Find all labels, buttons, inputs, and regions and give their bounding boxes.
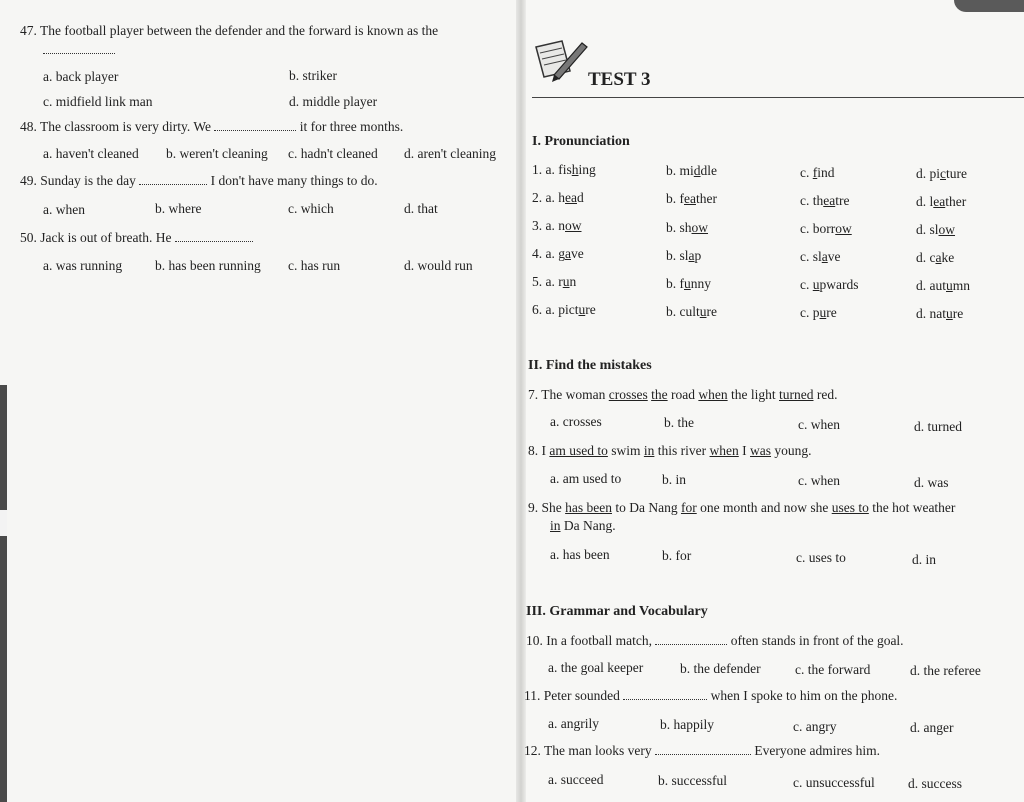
pron-1-a-u: h <box>571 162 579 177</box>
pron-1-b-post: dle <box>700 163 718 178</box>
question-48-stem <box>20 119 403 135</box>
option-12-b: b. successful <box>658 773 727 788</box>
q8-p4: I <box>738 443 751 458</box>
pron-4-c-pre: c. sl <box>800 249 822 264</box>
q7-p3: road <box>667 387 699 402</box>
question-7-stem <box>528 387 838 403</box>
pron-3-a <box>532 218 582 234</box>
pron-4-b-u: a <box>688 248 695 263</box>
section-find-mistakes: II. Find the mistakes <box>528 358 652 373</box>
question-11-stem <box>524 688 897 704</box>
option-11-b: b. happily <box>660 717 714 732</box>
pron-1-a-post: ing <box>578 162 596 177</box>
pron-1-d-u: c <box>940 166 947 181</box>
question-50-stem-pre: 50. Jack is out of breath. He <box>20 230 172 245</box>
pron-1-a <box>532 162 596 178</box>
pron-6-b-pre: b. cult <box>666 304 700 319</box>
option-7-c: c. when <box>798 417 840 432</box>
q11-pre: 11. Peter sounded <box>524 688 620 703</box>
pron-6-a-pre: pict <box>558 302 579 317</box>
page-edge-notch <box>0 510 7 536</box>
pron-1-c <box>800 165 835 181</box>
q12-post: Everyone admires him. <box>754 743 880 758</box>
corner-shadow <box>954 0 1024 12</box>
pron-1-num: 1. a. <box>532 162 555 177</box>
option-8-b: b. in <box>662 472 687 487</box>
page-edge <box>0 385 7 802</box>
q8-p2: swim <box>607 443 644 458</box>
question-9-stem-line1 <box>528 500 955 516</box>
question-48-stem-pre: 48. The classroom is very dirty. We <box>20 119 212 134</box>
q7-p5: red. <box>813 387 838 402</box>
q9-u4: in <box>550 518 561 533</box>
q7-u3: when <box>698 387 728 402</box>
pron-1-b-pre: b. mi <box>666 163 694 178</box>
q9-p3: one month and now she <box>696 500 832 515</box>
option-48-a: a. haven't cleaned <box>43 146 139 161</box>
pron-4-c <box>800 249 841 265</box>
pron-5-d-u: u <box>946 278 953 293</box>
q7-u4: turned <box>779 387 814 402</box>
pron-3-b-u: ow <box>691 220 709 235</box>
q8-u2: in <box>643 443 655 458</box>
option-8-c: c. when <box>798 473 840 488</box>
pron-6-c-u: u <box>819 305 827 320</box>
section-grammar-vocabulary: III. Grammar and Vocabulary <box>526 604 708 619</box>
pron-5-b-post: nny <box>690 276 711 291</box>
q8-u3: when <box>709 443 739 458</box>
q8-p3: this river <box>654 443 710 458</box>
pron-5-d <box>916 278 970 294</box>
pron-2-b-u: ea <box>684 191 696 206</box>
option-10-d: d. the referee <box>910 663 981 678</box>
option-50-d: d. would run <box>404 258 473 273</box>
test-title: TEST 3 <box>588 69 651 90</box>
option-7-d: d. turned <box>914 419 962 434</box>
option-12-c: c. unsuccessful <box>793 775 875 790</box>
pron-3-c-u: ow <box>835 221 852 236</box>
pron-4-d-pre: d. c <box>916 250 936 265</box>
question-10-stem <box>526 633 904 649</box>
q7-p4: the light <box>727 387 779 402</box>
question-47-stem: 47. The football player between the defender and the forward is known as the <box>20 23 439 38</box>
option-11-d: d. anger <box>910 720 954 735</box>
question-8-stem <box>528 443 812 459</box>
pron-2-num: 2. a. <box>532 190 555 205</box>
option-48-b: b. weren't cleaning <box>166 146 268 161</box>
pron-1-c-u: f <box>812 165 818 180</box>
pron-5-d-pre: d. aut <box>916 278 946 293</box>
q10-post: often stands in front of the goal. <box>730 633 904 648</box>
pron-1-c-post: ind <box>817 165 835 180</box>
q9-u3: uses to <box>831 500 869 515</box>
option-49-a: a. when <box>43 202 85 217</box>
pron-4-b-pre: b. sl <box>666 248 689 263</box>
pron-2-d-u: ea <box>933 194 946 209</box>
pron-5-a-u: u <box>562 274 570 289</box>
option-12-d: d. success <box>908 776 962 791</box>
pron-4-c-post: ve <box>827 249 841 264</box>
q7-u1: crosses <box>608 387 648 402</box>
pron-2-a <box>532 190 584 206</box>
question-48-stem-post: it for three months. <box>299 119 404 134</box>
pron-6-c <box>800 305 837 321</box>
pron-6-b <box>666 304 717 320</box>
q8-u4: was <box>750 443 772 458</box>
pron-4-a <box>532 246 584 262</box>
option-9-c: c. uses to <box>796 550 846 565</box>
pron-3-a-u: ow <box>565 218 582 233</box>
title-divider <box>532 97 1024 98</box>
pron-2-b-post: ther <box>695 191 717 206</box>
q9-u1: has been <box>565 500 612 515</box>
option-11-a: a. angrily <box>548 716 599 731</box>
option-47-b: b. striker <box>289 68 337 83</box>
pron-3-a-pre: n <box>558 218 565 233</box>
option-9-a: a. has been <box>550 547 610 562</box>
pron-2-d-pre: d. l <box>916 194 934 209</box>
q12-pre: 12. The man looks very <box>524 743 652 758</box>
option-47-d: d. middle player <box>289 94 378 109</box>
option-10-b: b. the defender <box>680 661 761 676</box>
option-49-d: d. that <box>404 201 438 216</box>
pron-5-c <box>800 277 859 293</box>
pron-4-a-post: ve <box>571 246 584 261</box>
option-48-d: d. aren't cleaning <box>404 146 497 161</box>
pron-1-c-pre: c. <box>800 165 813 180</box>
pron-2-c <box>800 193 849 209</box>
pron-4-d-u: a <box>935 250 942 265</box>
question-12-stem <box>524 743 880 759</box>
pron-5-num: 5. a. <box>532 274 555 289</box>
section-pronunciation: I. Pronunciation <box>532 134 630 149</box>
pron-6-a <box>532 302 596 318</box>
pron-3-d <box>916 222 955 238</box>
option-48-c: c. hadn't cleaned <box>288 146 378 161</box>
option-8-d: d. was <box>914 475 949 490</box>
pron-6-d-pre: d. nat <box>916 306 946 321</box>
pron-2-a-u: ea <box>565 190 577 205</box>
pron-5-b <box>666 276 711 292</box>
pron-6-d <box>916 306 963 322</box>
q9-p2: to Da Nang <box>611 500 681 515</box>
pron-5-c-pre: c. <box>800 277 813 292</box>
pron-1-a-pre: fis <box>558 162 572 177</box>
pron-6-a-post: re <box>585 302 596 317</box>
option-10-a: a. the goal keeper <box>548 660 644 675</box>
pron-1-d-post: ture <box>946 166 968 181</box>
question-49-stem-pre: 49. Sunday is the day <box>20 173 136 188</box>
pron-1-b <box>666 163 717 179</box>
pron-2-b-pre: b. f <box>666 191 684 206</box>
pron-6-c-post: re <box>826 305 837 320</box>
pron-6-a-u: u <box>578 302 586 317</box>
pron-5-a-post: n <box>569 274 577 289</box>
pron-4-a-pre: g <box>558 246 565 261</box>
pron-2-c-u: ea <box>823 193 836 208</box>
q11-post: when I spoke to him on the phone. <box>710 688 898 703</box>
pron-2-c-post: tre <box>835 193 850 208</box>
book-gutter <box>516 0 526 802</box>
option-49-c: c. which <box>288 201 334 216</box>
pron-1-d <box>916 166 967 182</box>
pron-3-b-pre: b. sh <box>666 220 692 235</box>
pron-4-a-u: a <box>565 246 571 261</box>
option-50-a: a. was running <box>43 258 123 273</box>
pron-5-b-pre: b. f <box>666 276 684 291</box>
pron-6-d-post: re <box>952 306 964 321</box>
q7-p1: 7. The woman <box>528 387 609 402</box>
option-47-a: a. back player <box>43 69 119 84</box>
option-9-d: d. in <box>912 552 937 567</box>
pron-4-b <box>666 248 701 264</box>
pron-2-a-pre: h <box>558 190 565 205</box>
option-7-a: a. crosses <box>550 414 602 429</box>
option-11-c: c. angry <box>793 719 837 734</box>
pron-5-c-u: u <box>812 277 820 292</box>
question-50-stem <box>20 230 253 246</box>
q9-p1: 9. She <box>528 500 566 515</box>
question-49-stem <box>20 173 378 189</box>
q8-p5: young. <box>771 443 812 458</box>
option-50-b: b. has been running <box>155 258 261 273</box>
q7-u2: the <box>651 387 668 402</box>
question-47-blank <box>43 42 115 58</box>
question-9-stem-line2 <box>550 518 616 534</box>
option-50-c: c. has run <box>288 258 341 273</box>
pron-3-c <box>800 221 852 237</box>
pron-4-c-u: a <box>821 249 828 264</box>
pron-3-d-pre: d. sl <box>916 222 939 237</box>
pron-1-d-pre: d. pi <box>916 166 941 181</box>
q10-pre: 10. In a football match, <box>526 633 652 648</box>
q8-p1: 8. I <box>528 443 550 458</box>
option-12-a: a. succeed <box>548 772 604 787</box>
pron-3-num: 3. a. <box>532 218 555 233</box>
pron-5-c-post: pwards <box>819 277 859 292</box>
pron-3-d-u: ow <box>938 222 956 237</box>
q9-u2: for <box>680 500 697 515</box>
pron-5-a-pre: r <box>558 274 563 289</box>
q8-u1: am used to <box>549 443 608 458</box>
pron-6-c-pre: c. p <box>800 305 820 320</box>
pron-3-b <box>666 220 708 236</box>
q9-p4: the hot weather <box>868 500 956 515</box>
pron-2-d-post: ther <box>945 194 967 209</box>
pron-4-b-post: p <box>694 248 702 263</box>
pron-6-b-post: re <box>706 304 717 319</box>
option-47-c: c. midfield link man <box>43 94 153 109</box>
pron-2-b <box>666 191 717 207</box>
pron-2-a-post: d <box>576 190 584 205</box>
pron-4-d-post: ke <box>941 250 955 265</box>
option-10-c: c. the forward <box>795 662 871 677</box>
option-8-a: a. am used to <box>550 471 622 486</box>
option-9-b: b. for <box>662 548 692 563</box>
pron-5-d-post: mn <box>952 278 971 293</box>
pron-1-b-u: d <box>693 163 701 178</box>
pron-3-c-pre: c. borr <box>800 221 836 236</box>
question-49-stem-post: I don't have many things to do. <box>210 173 378 188</box>
pron-2-c-pre: c. th <box>800 193 824 208</box>
q9-p5: Da Nang. <box>560 518 616 533</box>
pron-6-b-u: u <box>699 304 707 319</box>
option-49-b: b. where <box>155 201 202 216</box>
pron-4-d <box>916 250 954 266</box>
pron-6-num: 6. a. <box>532 302 555 317</box>
pron-6-d-u: u <box>946 306 953 321</box>
option-7-b: b. the <box>664 415 694 430</box>
pron-4-num: 4. a. <box>532 246 555 261</box>
pron-5-b-u: u <box>684 276 691 291</box>
pencil-paper-icon <box>532 37 590 92</box>
pron-2-d <box>916 194 966 210</box>
pron-5-a <box>532 274 576 290</box>
